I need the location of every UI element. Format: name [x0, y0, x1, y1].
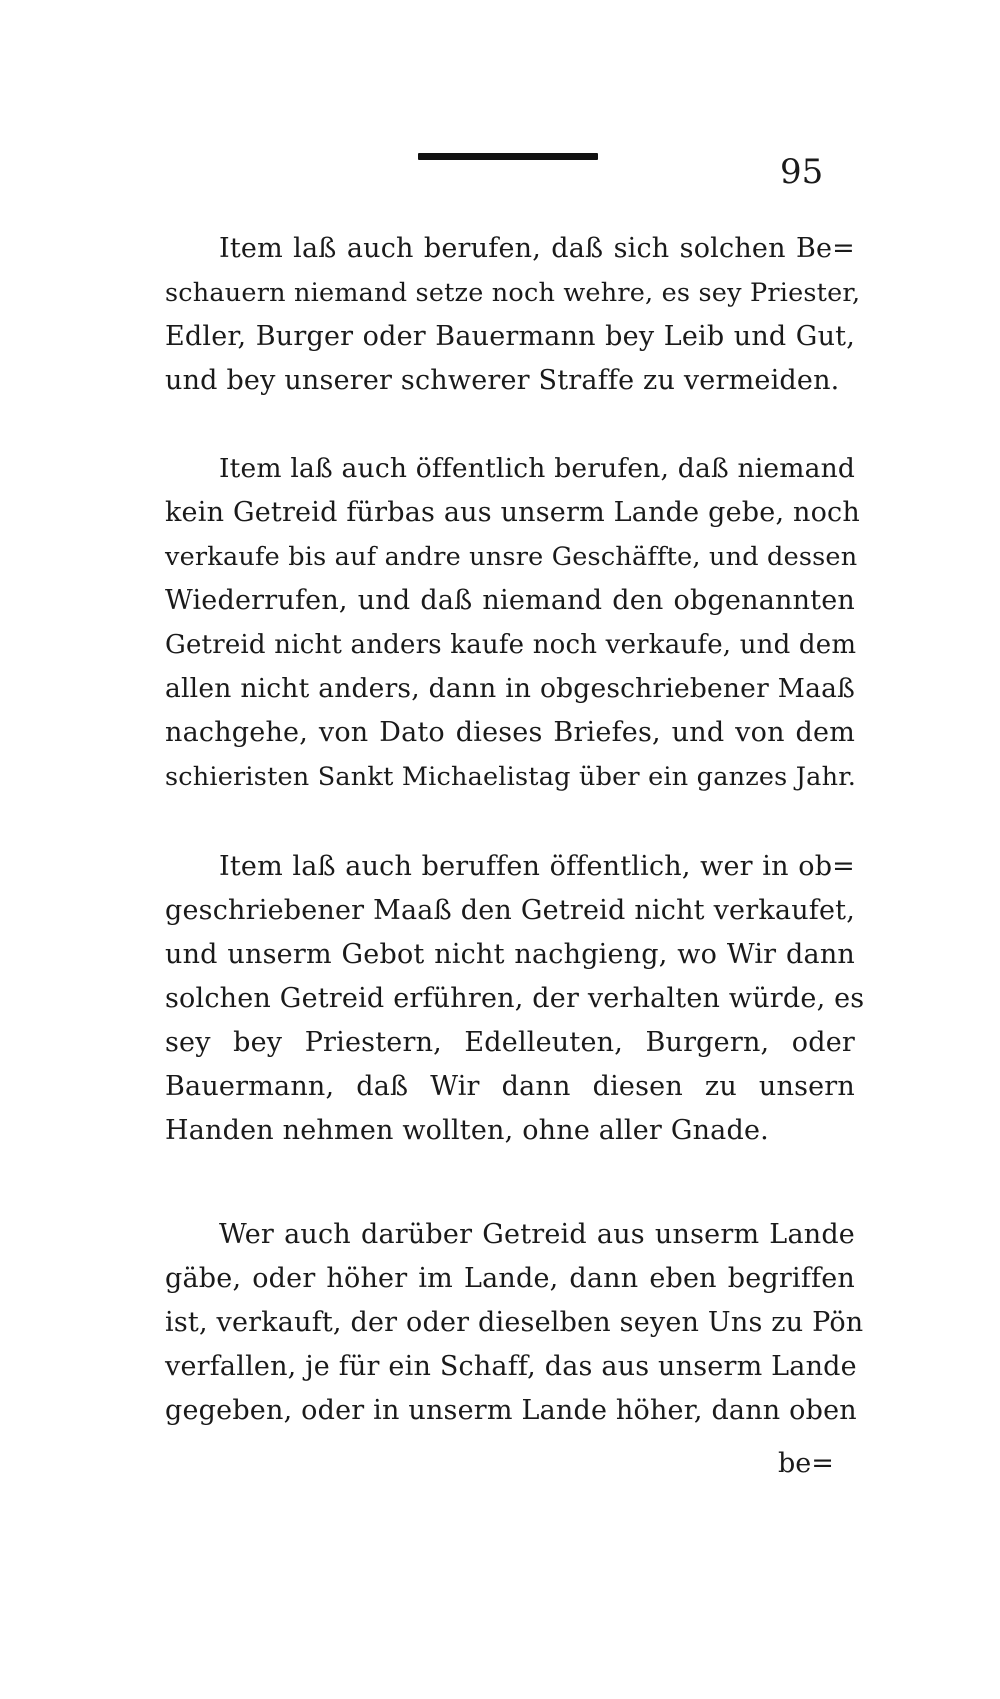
text-line: Item laß auch öffentlich berufen, daß niemand	[219, 453, 856, 484]
paragraph-2	[165, 447, 860, 799]
paragraph-4	[165, 1213, 864, 1433]
text-line: allen nicht anders, dann in obgeschriebener Maaß	[165, 673, 855, 704]
text-line: geschriebener Maaß den Getreid nicht verkaufet,	[165, 895, 855, 926]
text-line: Item laß auch berufen, daß sich solchen Be=	[219, 233, 855, 264]
text-line: solchen Getreid erführen, der verhalten würde, es	[165, 983, 865, 1014]
text-line: sey bey Priestern, Edelleuten, Burgern, oder	[165, 1027, 855, 1058]
text-line: und unserm Gebot nicht nachgieng, wo Wir dann	[165, 939, 855, 970]
text-line: Getreid nicht anders kaufe noch verkaufe, und dem	[165, 630, 857, 660]
header-rule	[418, 153, 598, 160]
text-line: nachgehe, von Dato dieses Briefes, und von dem	[165, 717, 855, 748]
text-line: gäbe, oder höher im Lande, dann eben begriffen	[165, 1263, 855, 1294]
text-line: gegeben, oder in unserm Lande höher, dann oben	[165, 1395, 857, 1426]
text-line: ist, verkauft, der oder dieselben seyen Uns zu Pön	[165, 1307, 864, 1338]
text-line: schauern niemand setze noch wehre, es sey Priester,	[165, 278, 861, 308]
catchword: be=	[778, 1448, 834, 1479]
text-line: verfallen, je für ein Schaff, das aus unserm Lande	[165, 1351, 857, 1382]
page-number: 95	[780, 152, 824, 192]
text-line: verkaufe bis auf andre unsre Geschäffte, und dessen	[165, 542, 858, 572]
text-line: Bauermann, daß Wir dann diesen zu unsern	[165, 1071, 855, 1102]
text-line: schieristen Sankt Michaelistag über ein ganzes Jahr.	[165, 762, 857, 792]
text-line: Edler, Burger oder Bauermann bey Leib und Gut,	[165, 321, 855, 352]
paragraph-3	[165, 845, 865, 1153]
text-line: und bey unserer schwerer Straffe zu vermeiden.	[165, 365, 840, 396]
text-line: Wiederrufen, und daß niemand den obgenannten	[165, 585, 855, 616]
text-line: Item laß auch beruffen öffentlich, wer in ob=	[219, 851, 855, 882]
paragraph-1	[165, 227, 861, 403]
text-line: Wer auch darüber Getreid aus unserm Lande	[219, 1219, 855, 1250]
text-line: kein Getreid fürbas aus unserm Lande gebe, noch	[165, 497, 860, 528]
text-line: Handen nehmen wollten, ohne aller Gnade.	[165, 1115, 769, 1146]
